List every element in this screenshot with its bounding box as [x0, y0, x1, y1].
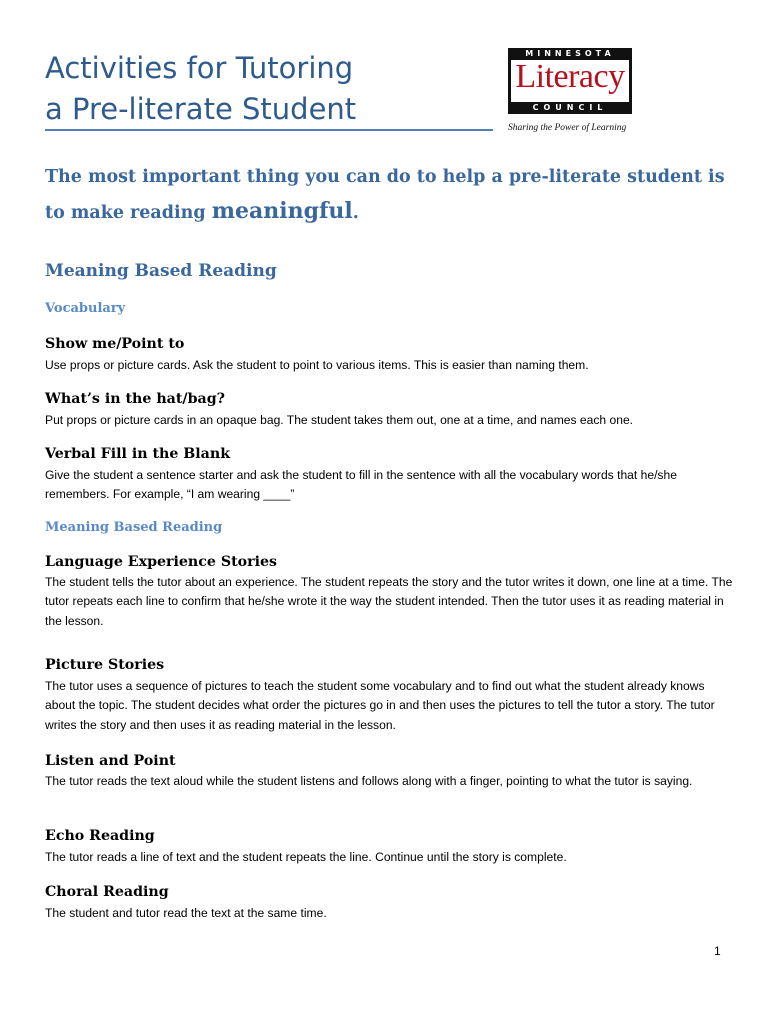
activity-title: Verbal Fill in the Blank: [45, 446, 231, 462]
activity-description: The student and tutor read the text at the same time.: [45, 906, 327, 920]
activity-description: Put props or picture cards in an opaque bag. The student takes them out, one at a time, and names each one.: [45, 413, 634, 427]
subsection-heading-meaning-based-reading: Meaning Based Reading: [45, 520, 223, 535]
activity-description: The student tells the tutor about an experience. The student repeats the story and the tutor writes it down, one line at a time. The tutor repeats each line to confirm that he/she wrote it the way the student intended. Then the tutor uses it as reading material in the lesson.: [45, 575, 733, 628]
activity-description: Use props or picture cards. Ask the student to point to various items. This is easier than naming them.: [45, 358, 589, 372]
intro-period: .: [352, 203, 359, 223]
activity-title: Show me/Point to: [45, 336, 185, 352]
activity-title: Listen and Point: [45, 753, 176, 769]
activity-title: What’s in the hat/bag?: [45, 391, 225, 407]
activity-title: Picture Stories: [45, 657, 165, 673]
title-line-1: Activities for Tutoring: [45, 51, 354, 85]
document-title: [45, 48, 505, 130]
activity-title: Choral Reading: [45, 884, 169, 900]
section-heading: Meaning Based Reading: [45, 261, 277, 281]
logo-bottom-band: COUNCIL: [508, 102, 632, 114]
intro-emphasis: meaningful: [211, 198, 353, 224]
logo-tagline: Sharing the Power of Learning: [508, 123, 627, 133]
activity-title: Language Experience Stories: [45, 554, 277, 570]
activity-description: The tutor reads a line of text and the student repeats the line. Continue until the story is complete.: [45, 850, 567, 864]
activity-description: The tutor uses a sequence of pictures to teach the student some vocabulary and to find out what the student already knows about the topic. The student decides what order the pictures go in and then uses the pictures to tell the tutor a story. The tutor writes the story and then uses it as reading material in the lesson.: [45, 679, 715, 732]
logo-wordmark: Literacy: [515, 58, 625, 95]
activity-title: Echo Reading: [45, 828, 155, 844]
activity-description: Give the student a sentence starter and ask the student to fill in the sentence with all the vocabulary words that he/she remembers. For example, “I am wearing ____”: [45, 468, 677, 502]
page-number: 1: [714, 944, 721, 958]
logo-top-band: MINNESOTA: [508, 48, 632, 60]
title-line-2: a Pre-literate Student: [45, 92, 357, 126]
minnesota-literacy-council-logo: [508, 48, 636, 136]
intro-statement: [45, 160, 725, 230]
activity-description: The tutor reads the text aloud while the student listens and follows along with a finger, pointing to what the tutor is saying.: [45, 774, 693, 788]
title-divider: [45, 129, 493, 131]
intro-text: The most important thing you can do to help a pre-literate student is to make reading: [45, 167, 725, 223]
subsection-heading-vocabulary: Vocabulary: [45, 301, 126, 316]
